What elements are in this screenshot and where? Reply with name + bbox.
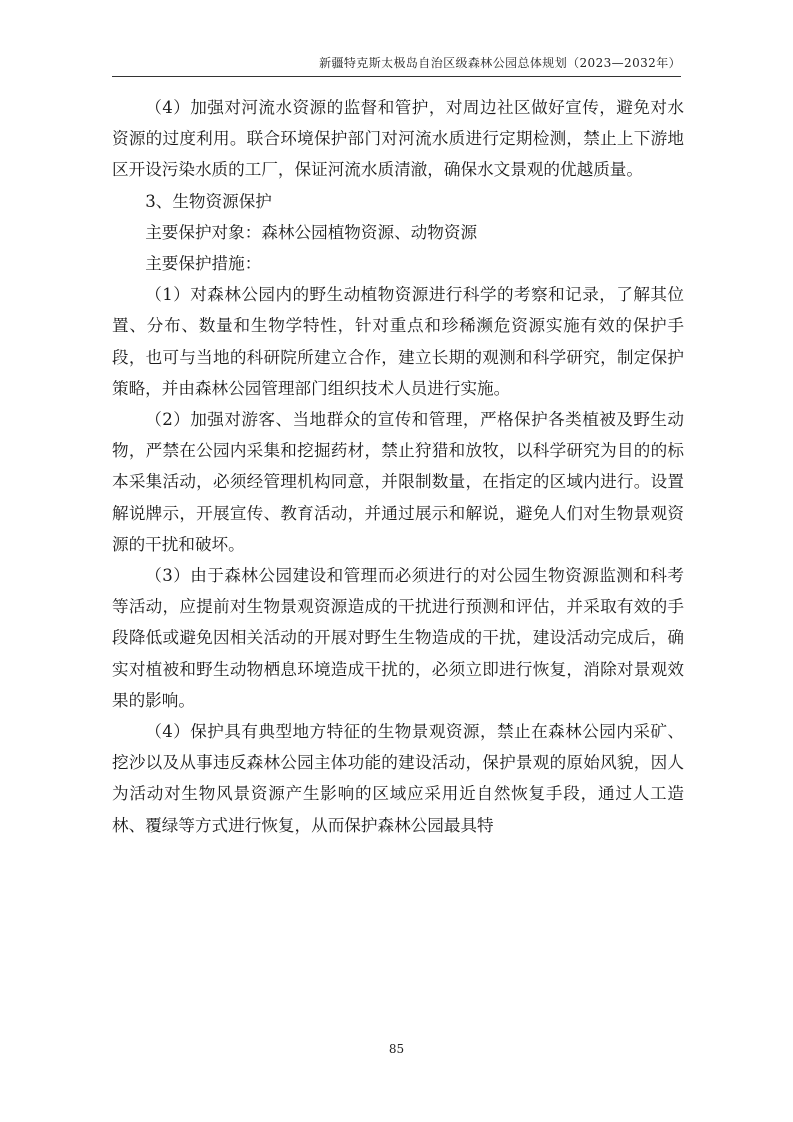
paragraph-bio-measure-3: （3）由于森林公园建设和管理而必须进行的对公园生物资源监测和科考等活动，应提前对生物景观资源造成的干扰进行预测和评估，并采取有效的手段降低或避免因相关活动的开展对野生生物造成的干扰，建设活动完成后，确实对植被和野生动物栖息环境造成干扰的，必须立即进行恢复，消除对景观效果的影响。: [112, 566, 684, 710]
header-divider: [112, 76, 681, 77]
section-heading-bio-protection: 3、生物资源保护: [145, 191, 272, 211]
running-header: 新疆特克斯太极岛自治区级森林公园总体规划（2023—2032年）: [319, 56, 681, 70]
paragraph-water-measure-4: （4）加强对河流水资源的监督和管护，对周边社区做好宣传，避免对水资源的过度利用。联合环境保护部门对河流水质进行定期检测，禁止上下游地区开设污染水质的工厂，保证河流水质清澈，确保水文景观的优越质量。: [112, 98, 684, 180]
document-body: [112, 92, 684, 841]
paragraph-bio-measure-2: （2）加强对游客、当地群众的宣传和管理，严格保护各类植被及野生动物，严禁在公园内采集和挖掘药材，禁止狩猎和放牧，以科学研究为目的的标本采集活动，必须经管理机构同意，并限制数量，在指定的区域内进行。设置解说牌示，开展宣传、教育活动，并通过展示和解说，避免人们对生物景观资源的干扰和破坏。: [112, 410, 684, 554]
protection-measures-label: 主要保护措施：: [145, 254, 262, 274]
paragraph-bio-measure-1: （1）对森林公园内的野生动植物资源进行科学的考察和记录，了解其位置、分布、数量和生物学特性，针对重点和珍稀濒危资源实施有效的保护手段，也可与当地的科研院所建立合作，建立长期的观测和科学研究，制定保护策略，并由森林公园管理部门组织技术人员进行实施。: [112, 285, 684, 398]
protection-targets: 主要保护对象：森林公园植物资源、动物资源: [145, 222, 478, 242]
page-number: 85: [388, 1042, 405, 1056]
paragraph-bio-measure-4: （4）保护具有典型地方特征的生物景观资源，禁止在森林公园内采矿、挖沙以及从事违反森林公园主体功能的建设活动，保护景观的原始风貌，因人为活动对生物风景资源产生影响的区域应采用近自然恢复手段，通过人工造林、覆绿等方式进行恢复，从而保护森林公园最具特: [112, 722, 684, 835]
